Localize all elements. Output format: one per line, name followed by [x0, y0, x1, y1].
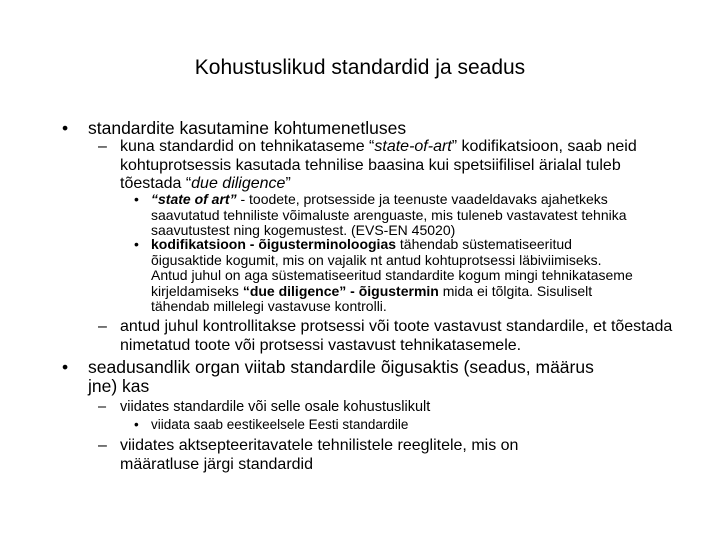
definition-kodifikatsioon — [151, 237, 641, 315]
sub-bullet-1-2-text: antud juhul kontrollitakse protsessi või toote vastavust standardile, et tõestada nimetatud toote või protsessi vastavust tehnikatasemele. — [120, 318, 673, 354]
bullet-marker: • — [134, 236, 139, 252]
dash-marker: – — [98, 138, 107, 155]
italic-term-state-of-art: state-of-art — [374, 138, 452, 155]
bullet-marker: • — [134, 417, 139, 432]
bullet-marker: • — [62, 118, 69, 138]
term-due-diligence: “due diligence” - õigustermin — [242, 282, 439, 299]
bullet-2-text: seadusandlik organ viitab standardile õigusaktis (seadus, määrus jne) kas — [88, 357, 594, 396]
dash-marker: – — [98, 437, 107, 454]
sub-bullet-2-2-text: viidates aktsepteeritavatele tehnilistele reeglitele, mis on määratluse järgi standardid — [120, 437, 519, 473]
dash-marker: – — [98, 318, 107, 335]
slide-title: Kohustuslikud standardid ja seadus — [194, 56, 526, 79]
text-segment: kuna standardid on tehnikataseme “ — [120, 138, 375, 155]
term-state-of-art: “state of art” — [151, 191, 237, 207]
sub-bullet-1-1-text — [120, 138, 640, 194]
text-segment: mida ei tõlgita. Sisuliselt tähendab millelegi vastavuse kontrolli. — [151, 282, 593, 314]
text-segment: ” — [285, 175, 291, 192]
bullet-marker: • — [134, 191, 139, 207]
text-segment: - toodete, protsesside ja teenuste vaadeldavaks ajahetkeks saavutatud tehniliste võimaluste arenguaste, mis tuleneb vastavatest tehnika saavutustest ning kogemustest. (EVS-EN 45020) — [151, 191, 627, 238]
italic-term-due-diligence: due diligence — [191, 175, 286, 192]
sub-bullet-2-1-text: viidates standardile või selle osale kohustuslikult — [120, 399, 431, 415]
sub-sub-bullet-2-1-1-text: viidata saab eestikeelsele Eesti standardile — [151, 417, 409, 432]
text-segment: ” kodifikatsioon, saab neid kohtuprotsessis kasutada tehnilise baasina kui spetsiifilisel ärialal tuleb tõestada “ — [120, 138, 637, 192]
bullet-marker: • — [62, 357, 69, 377]
text-segment: tähendab süstematiseeritud õigusaktide kogumit, mis on vajalik nt antud kohtuprotsessi läbiviimiseks. Antud juhul on aga süstematiseeritud standardite kogum mingi tehnikataseme kirjeldamiseks — [151, 236, 633, 299]
definition-state-of-art — [151, 192, 651, 239]
dash-marker: – — [98, 399, 107, 415]
term-kodifikatsioon: kodifikatsioon - õigusterminoloogias — [151, 236, 397, 252]
bullet-1-text: standardite kasutamine kohtumenetluses — [88, 118, 407, 138]
